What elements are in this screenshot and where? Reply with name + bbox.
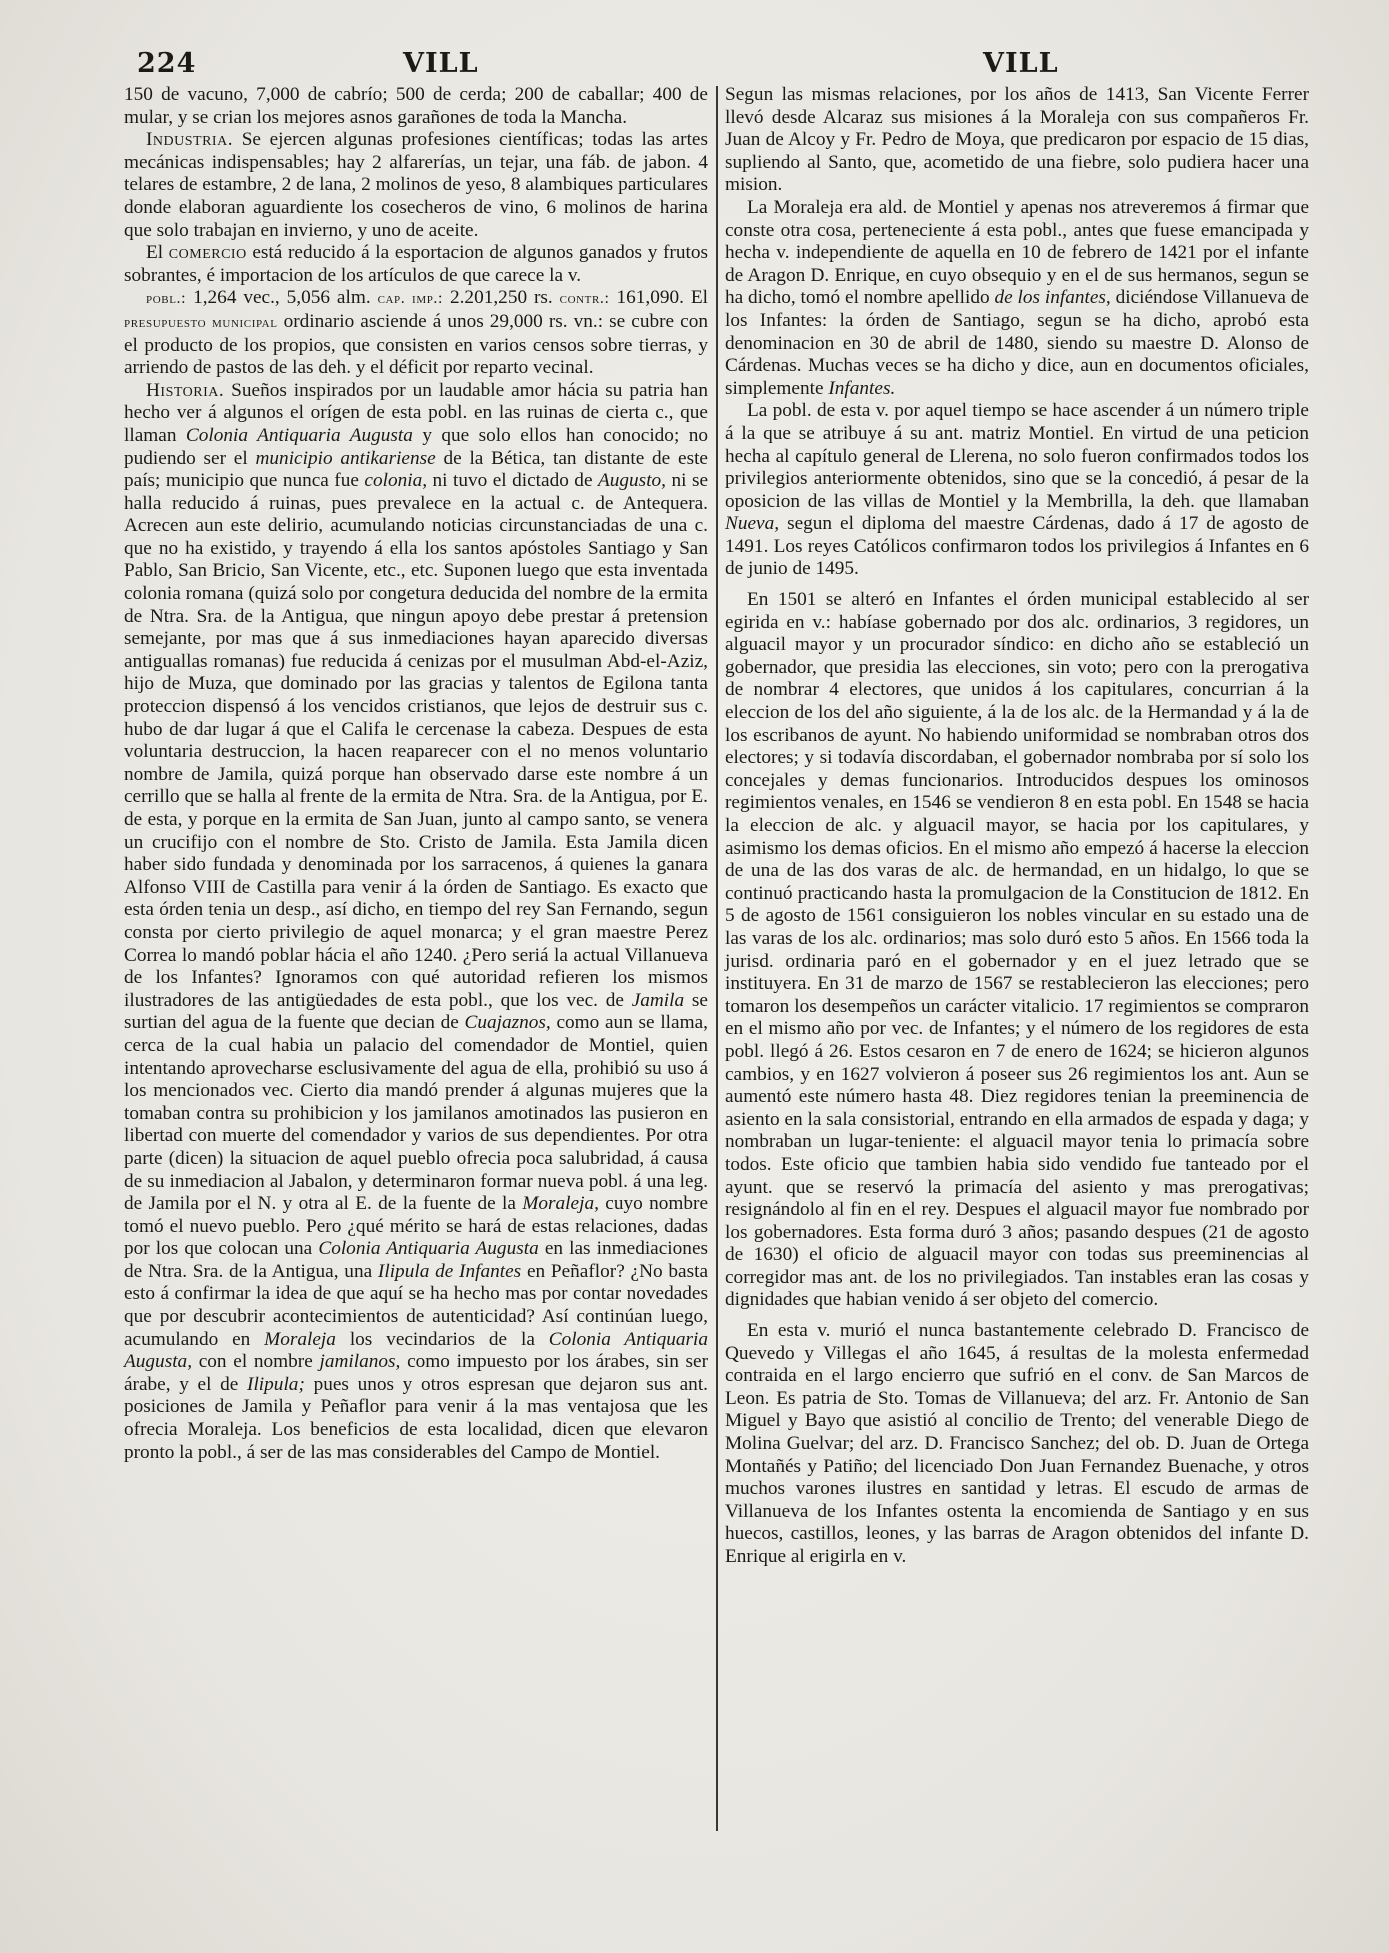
left-column: [124, 84, 708, 1464]
commerce-heading: comercio: [168, 242, 247, 264]
running-head-right: VILL: [983, 48, 1059, 79]
population-paragraph: La pobl. de esta v. por aquel tiempo se hace ascender á un número triple á la que se atribuye á su ant. matriz Montiel. En virtud de una peticion hecha al capítulo general de Llerena, no solo fueron confirmados todos los privilegios anteriormente obtenidos, sino que se la concedió, á pesar de la oposicion de las villas de Montiel y la Membrilla, la deh. que llamaban Nueva, segun el diploma del maestre Cárdenas, dado á 17 de agosto de 1491. Los reyes Católicos confirmaron todos los privilegios á Infantes en 6 de junio de 1495.: [725, 400, 1309, 580]
history-paragraph: Historia. Sueños inspirados por un laudable amor hácia su patria han hecho ver á algunos el orígen de esta pobl. en las ruinas de cierta c., que llaman Colonia Antiquaria Augusta y que solo ellos han conocido; no pudiendo ser el municipio antikariense de la Bética, tan distante de este país; municipio que nunca fue colonia, ni tuvo el dictado de Augusto, ni se halla reducido á ruinas, pues prevalece en la actual c. de Antequera. Acrecen aun este delirio, acumulando noticias circunstanciadas de una c. que no ha existido, y trayendo á ella los santos apóstoles Santiago y San Pablo, San Bricio, San Vicente, etc., etc. Suponen luego que esta inventada colonia romana (quizá solo por congetura deducida del nombre de la ermita de Ntra. Sra. de la Antigua, que ningun apoyo debe prestar á pretension semejante, por mas que á sus inmediaciones hayan aparecido diversas antiguallas romanas) fue reducida á cenizas por el musulman Abd-el-Aziz, hijo de Muza, que dominado por las gracias y talentos de Egilona tanta proteccion dispensó á los vencidos cristianos, que lejos de destruir sus c. hubo de dar lugar á que el Califa le cercenase la cabeza. Despues de esta voluntaria destruccion, la hacen reaparecer con el no menos voluntario nombre de Jamila, quizá porque han observado darse este nombre á un cerrillo que se halla al frente de la ermita de Ntra. Sra. de la Antigua, por E. de esta, y porque en la ermita de San Juan, junto al campo santo, se venera un crucifijo con el nombre de Sto. Cristo de Jamila. Esta Jamila dicen haber sido fundada y denominada por los sarracenos, á quienes la ganara Alfonso VIII de Castilla para venir á la órden de Santiago. Es exacto que esta órden tenia un desp., así dicho, en tiempo del rey San Fernando, segun consta por cierto privilegio de aquel monarca; y el gran maestre Perez Correa lo mandó poblar hácia el año 1240. ¿Pero seriá la actual Villanueva de los Infantes? Ignoramos con qué autoridad refieren los mismos ilustradores de las antigüedades de esta pobl., que los vec. de Jamila se surtian del agua de la fuente que decian de Cuajaznos, como aun se llama, cerca de la cual habia un palacio del comendador de Montiel, quien intentando aprovecharse esclusivamente del agua de ella, prohibió su uso á los mencionados vec. Cierto dia mandó prender á algunas mujeres que la tomaban contra su prohibicion y los jamilanos amotinados las pusieron en libertad con muerte del comendador y varios de sus dependientes. Por otra parte (dicen) la situacion de aquel pueblo ofrecia poca salubridad, á causa de su inmediacion al Jabalon, y determinaron formar nueva pobl. á una leg. de Jamila por el N. y otra al E. de la fuente de la Moraleja, cuyo nombre tomó el nuevo pueblo. Pero ¿qué mérito se hará de estas relaciones, dadas por los que colocan una Colonia Antiquaria Augusta en las inmediaciones de Ntra. Sra. de la Antigua, una Ilipula de Infantes en Peñaflor? ¿No basta esto á confirmar la idea de que aquí se ha hecho mas por contar novedades que por descubrir acontecimientos de autenticidad? Así continúan luego, acumulando en Moraleja los vecindarios de la Colonia Antiquaria Augusta, con el nombre jamilanos, como impuesto por los árabes, sin ser árabe, y el de Ilipula; pues unos y otros espresan que dejaron sus ant. posiciones de Jamila y Peñaflor para venir á la mas ventajosa que les ofrecia Moraleja. Los beneficios de esta localidad, dicen que elevaron pronto la pobl., á ser de las mas considerables del Campo de Montiel.: [124, 379, 709, 1463]
notable-people-paragraph: En esta v. murió el nunca bastantemente celebrado D. Francisco de Quevedo y Villegas el año 1645, á resultas de la molesta enfermedad contraida en el largo encierro que sufrió en el conv. de San Marcos de Leon. Es patria de Sto. Tomas de Villanueva; del arz. Fr. Antonio de San Miguel y Bayo que asistió al concilio de Trento; del venerable Diego de Molina Guelvar; del arz. D. Francisco Sanchez; del ob. D. Juan de Ortega Montañés y Patiño; del licenciado Don Juan Fernandez Buenache, y otros muchos varones ilustres en santidad y letras. El escudo de armas de Villanueva de los Infantes ostenta la encomienda de Santiago y en sus huecos, castillos, leones, y las barras de Aragon obtenidos del infante D. Enrique al erigirla en v.: [725, 1320, 1309, 1567]
livestock-paragraph: 150 de vacuno, 7,000 de cabrío; 500 de cerda; 200 de caballar; 400 de mular, y se crian los mejores asnos garañones de toda la Mancha.: [124, 84, 708, 128]
commerce-paragraph: El comercio está reducido á la esportacion de algunos ganados y frutos sobrantes, é importacion de los artículos de que carece la v.: [124, 242, 708, 286]
right-column: [725, 84, 1309, 1569]
page-number: 224: [137, 48, 197, 79]
running-head-left: VILL: [403, 48, 479, 79]
column-divider: [716, 86, 718, 1831]
industry-paragraph: Industria. Se ejercen algunas profesiones científicas; todas las artes mecánicas indispensables; hay 2 alfarerías, un tejar, una fáb. de jabon. 4 telares de estambre, 2 de lana, 2 molinos de yeso, 8 alambiques particulares donde elaboran aguardiente los cosecheros de vino, 6 molinos de harina que solo trabajan en invierno, y uno de aceite.: [124, 129, 708, 241]
statistics-paragraph: pobl.: 1,264 vec., 5,056 alm. cap. imp.: 2.201,250 rs. contr.: 161,090. El presupuesto municipal ordinario asciende á unos 29,000 rs. vn.: se cubre con el producto de los propios, que consisten en varios censos sobre tierras, y arriendo de pastos de las deh. y el déficit por reparto vecinal.: [124, 287, 708, 379]
page-header: [125, 48, 1265, 88]
history-heading: Historia.: [146, 379, 225, 401]
ferrer-paragraph: Segun las mismas relaciones, por los años de 1413, San Vicente Ferrer llevó desde Alcaraz sus misiones á la Moraleja con sus compañeros Fr. Juan de Alcoy y Fr. Pedro de Moya, que predicaron por espacio de 15 dias, supliendo al Santo, que, acometido de una fiebre, solo pudiera hacer una mision.: [725, 84, 1309, 196]
industry-heading: Industria.: [146, 129, 234, 151]
municipal-order-paragraph: En 1501 se alteró en Infantes el órden municipal establecido al ser egirida en v.: habíase gobernado por dos alc. ordinarios, 3 regidores, un alguacil mayor y un procurador síndico: en dicho año se estableció un gobernador, que presidia las elecciones, sin voto; pero con la prerogativa de nombrar 4 electores, que unidos á los capitulares, concurrian á la eleccion de los del año siguiente, á la de los alc. de la Hermandad y á la de los escribanos de ayunt. No habiendo uniformidad se nombraban otros dos electores; y si todavía discordaban, el gobernador nombraba por sí solo los concejales y demas funcionarios. Introducidos despues los ominosos regimientos venales, en 1546 se vendieron 8 en esta pobl. En 1548 se hacia la eleccion de alc. y alguacil mayor, se hacia por los capitulares, y asimismo los demas oficios. En el mismo año empezó á hacerse la eleccion de una de las dos varas de alc. de hermandad, en un hidalgo, lo que se continuó practicando hasta la promulgacion de la Constitucion de 1812. En 5 de agosto de 1561 consiguieron los nobles vincular en su estado una de las varas de los alc. ordinarios; mas solo duró esto 5 años. En 1566 toda la jurisd. ordinaria paró en el gobernador y en el juez letrado que se instituyera. En 31 de marzo de 1567 se restablecieron las elecciones; pero tomaron los desempeños un carácter vitalicio. 17 regimientos se compraron en el mismo año por vec. de Infantes; y el número de los regidores de esta pobl. llegó á 26. Estos cesaron en 7 de enero de 1624; se hicieron algunos cambios, y en 1627 volvieron á poseer sus 26 regimientos los ant. Aun se aumentó este número hasta 48. Diez regidores tenian la preeminencia de asiento en la sala consistorial, entrando en ella armados de espada y daga; y nombraban un lugar-teniente: el alguacil mayor tenia lo primacía sobre todos. Este oficio que tambien habia sido vendido fue tanteado por el ayunt. que se reservó la primacía del asiento y mas prerogativas; resignándolo al fin en el rey. Despues el alguacil mayor fue nombrado por los gobernadores. Esta forma duró 3 años; pasando despues (21 de agosto de 1630) el oficio de alguacil mayor con todas sus preeminencias al corregidor mas ant. de los no privilegiados. Tan instables eran las cosas y dignidades que habian venido á ser objeto del comercio.: [725, 589, 1309, 1311]
moraleja-paragraph: La Moraleja era ald. de Montiel y apenas nos atreveremos á firmar que conste otra cosa, perteneciente á esta pobl., antes que fuese emancipada y hecha v. independiente de aquella en 10 de febrero de 1421 por el infante de Aragon D. Enrique, en cuyo obsequio y en el de sus hermanos, segun se ha dicho, tomó el nombre apellido de los infantes, diciéndose Villanueva de los Infantes: la órden de Santiago, segun se ha dicho, aprobó esta denominacion en 30 de abril de 1480, siendo su maestre D. Alonso de Cárdenas. Muchas veces se ha dicho y dice, aun en documentos oficiales, simplemente Infantes.: [725, 196, 1309, 399]
